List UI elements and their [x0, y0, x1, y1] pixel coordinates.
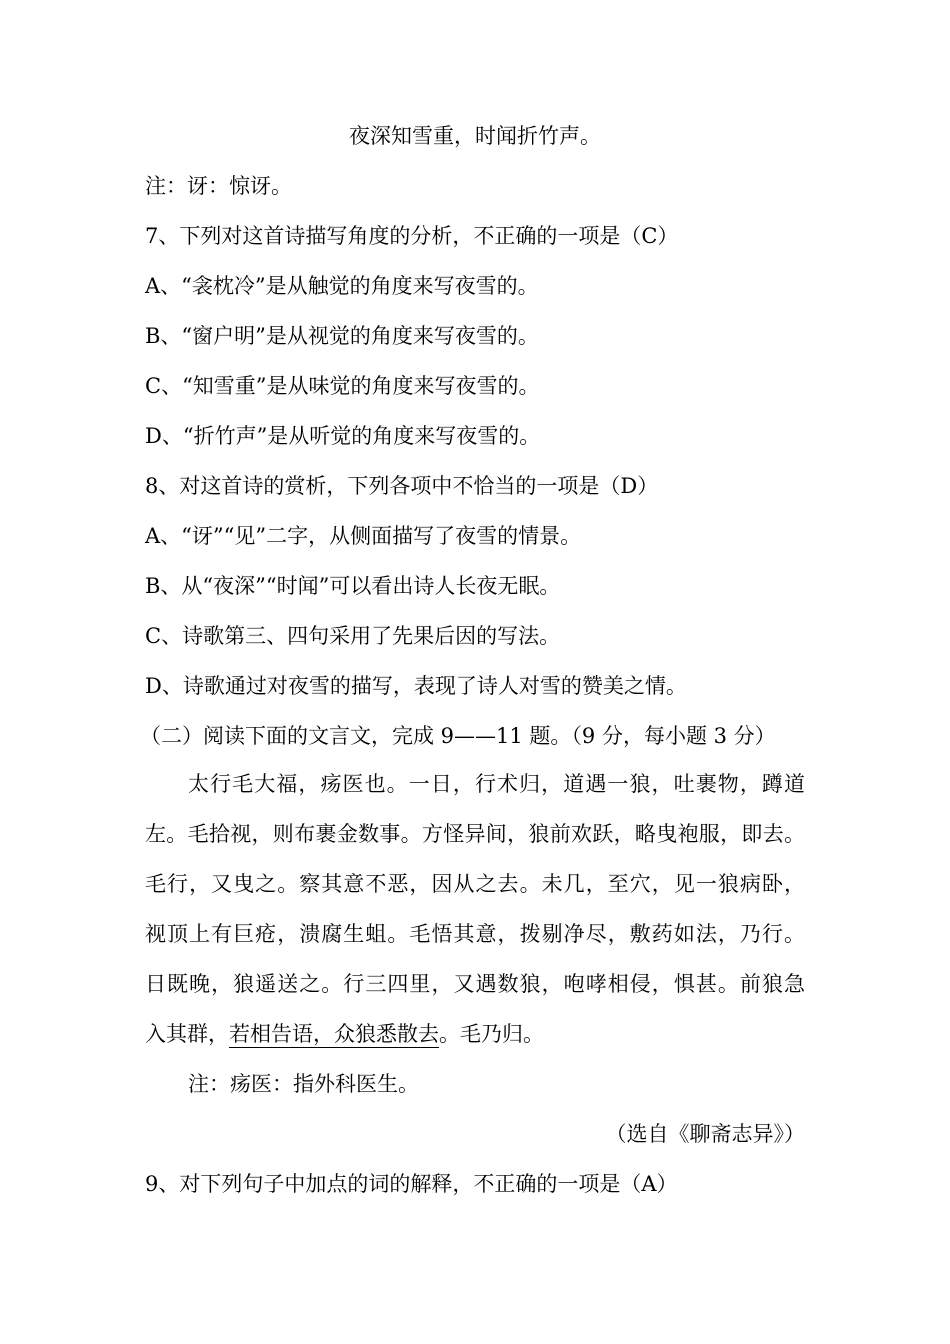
passage-last-suffix: 。毛乃归。 — [439, 1022, 544, 1046]
passage-note: 注：疡医：指外科医生。 — [188, 1072, 419, 1096]
question-7-option-c: C、“知雪重”是从味觉的角度来写夜雪的。 — [145, 374, 540, 398]
question-7-stem: 7、下列对这首诗描写角度的分析，不正确的一项是（C） — [145, 224, 679, 248]
question-7-option-d: D、“折竹声”是从听觉的角度来写夜雪的。 — [145, 424, 541, 448]
question-8-option-a: A、“讶”“见”二字，从侧面描写了夜雪的情景。 — [145, 524, 582, 548]
poem-last-line: 夜深知雪重，时闻折竹声。 — [349, 124, 601, 148]
passage-line: 毛行，又曳之。察其意不恶，因从之去。未几，至穴，见一狼病卧， — [145, 872, 805, 896]
question-8-option-c: C、诗歌第三、四句采用了先果后因的写法。 — [145, 624, 561, 648]
passage-last-prefix: 入其群， — [145, 1022, 229, 1046]
question-7-option-a: A、“衾枕冷”是从触觉的角度来写夜雪的。 — [145, 274, 539, 298]
question-7-option-b: B、“窗户明”是从视觉的角度来写夜雪的。 — [145, 324, 539, 348]
section-2-heading: （二）阅读下面的文言文，完成 9——11 题。（9 分，每小题 3 分） — [140, 724, 776, 748]
underlined-sentence: 若相告语，众狼悉散去 — [229, 1022, 439, 1046]
question-8-option-b: B、从“夜深”“时闻”可以看出诗人长夜无眠。 — [145, 574, 561, 598]
question-9-stem: 9、对下列句子中加点的词的解释，不正确的一项是（A） — [145, 1172, 678, 1196]
passage-line: 太行毛大福，疡医也。一日，行术归，道遇一狼，吐裹物，蹲道 — [188, 772, 805, 796]
passage-last-line — [145, 1020, 544, 1048]
passage-line: 视顶上有巨疮，溃腐生蛆。毛悟其意，拨剔净尽，敷药如法，乃行。 — [145, 922, 805, 946]
passage-line: 左。毛拾视，则布裹金数事。方怪异间，狼前欢跃，略曳袍服，即去。 — [145, 822, 805, 846]
passage-line: 日既晚，狼遥送之。行三四里，又遇数狼，咆哮相侵，惧甚。前狼急 — [145, 972, 805, 996]
question-8-stem: 8、对这首诗的赏析，下列各项中不恰当的一项是（D） — [145, 474, 659, 498]
passage-source: （选自《聊斋志异》） — [605, 1122, 805, 1146]
question-8-option-d: D、诗歌通过对夜雪的描写，表现了诗人对雪的赞美之情。 — [145, 674, 687, 698]
poem-note: 注：讶：惊讶。 — [145, 174, 292, 198]
